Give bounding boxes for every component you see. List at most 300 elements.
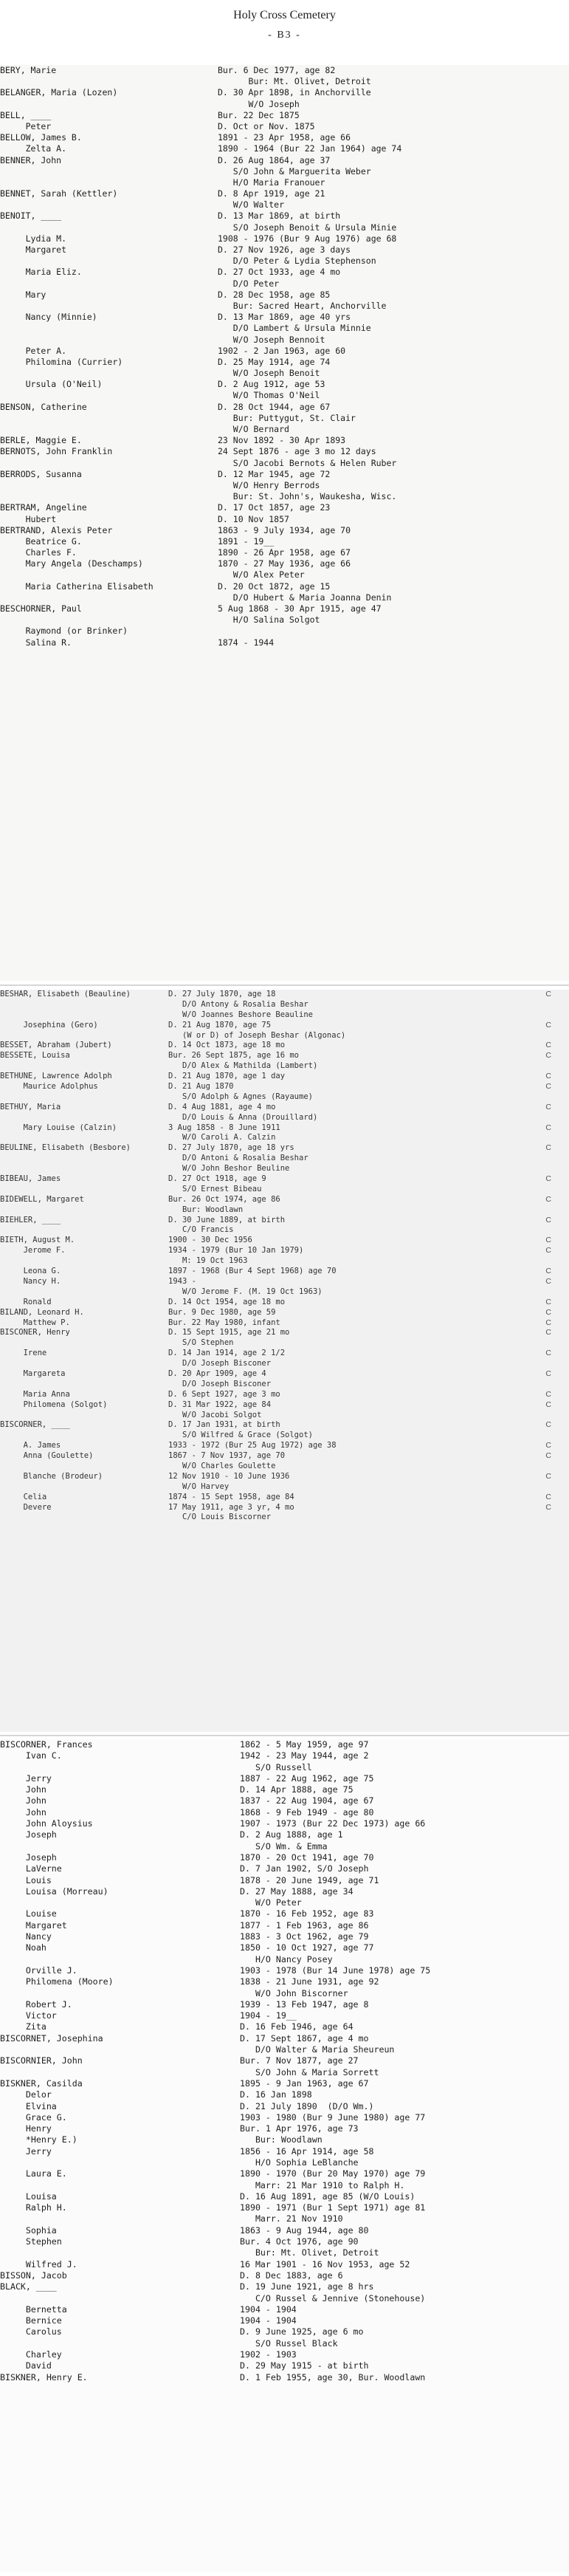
- burial-record: [0, 1143, 569, 1154]
- record-details: 16 Mar 1901 - 16 Nov 1953, age 52: [240, 2258, 410, 2270]
- record-details: 1883 - 3 Oct 1962, age 79: [240, 1931, 369, 1942]
- record-detail-line: [0, 2067, 569, 2078]
- record-details: D. 6 Sept 1927, age 3 mo: [168, 1389, 280, 1399]
- record-details: D. Oct or Nov. 1875: [218, 120, 315, 131]
- margin-mark: C: [545, 1194, 551, 1204]
- record-name: Irene: [0, 1349, 47, 1358]
- record-name: Bernice: [0, 2315, 62, 2326]
- record-detail-line: [0, 592, 569, 603]
- record-name: Joseph: [0, 1829, 57, 1840]
- record-name: Louisa: [0, 2190, 57, 2202]
- burial-record: [0, 1875, 569, 1886]
- burial-record: [0, 2089, 569, 2100]
- burial-record: [0, 1795, 569, 1806]
- record-details: M: 19 Oct 1963: [168, 1256, 248, 1266]
- record-details: S/O Russell: [240, 1761, 312, 1772]
- record-name: BIETH, August M.: [0, 1236, 75, 1245]
- record-name: BERY, Marie: [0, 65, 57, 75]
- burial-record: [0, 121, 569, 132]
- burial-record: [0, 1942, 569, 1953]
- record-details: S/O Wm. & Emma: [240, 1840, 328, 1852]
- record-details: W/O Walter: [218, 199, 285, 210]
- burial-record: [0, 312, 569, 323]
- record-details: 1863 - 9 Aug 1944, age 80: [240, 2224, 369, 2236]
- record-details: W/O Alex Peter: [218, 569, 305, 580]
- record-detail-line: [0, 1205, 569, 1216]
- record-details: 1878 - 20 June 1949, age 71: [240, 1874, 379, 1885]
- record-details: 1887 - 22 Aug 1962, age 75: [240, 1772, 374, 1784]
- record-details: 1838 - 21 June 1931, age 92: [240, 1976, 379, 1987]
- record-name: Raymond (or Brinker): [0, 626, 128, 637]
- record-name: Louise: [0, 1908, 57, 1919]
- record-detail-line: [0, 1380, 569, 1390]
- record-name: BISKNER, Casilda: [0, 2077, 83, 2089]
- record-name: Margaret: [0, 244, 67, 255]
- record-detail-line: [0, 390, 569, 401]
- record-details: W/O Joannes Beshore Beauline: [168, 1010, 313, 1019]
- record-name: Margareta: [0, 1368, 66, 1378]
- record-details: 1903 - 1980 (Bur 9 June 1980) age 77: [240, 2111, 426, 2123]
- record-details: D. 25 May 1914, age 74: [218, 356, 331, 367]
- record-name: Sophia: [0, 2224, 57, 2236]
- record-details: D. 21 Aug 1870, age 75: [168, 1020, 272, 1030]
- burial-record: [0, 1451, 569, 1462]
- record-details: 1870 - 16 Feb 1952, age 83: [240, 1908, 374, 1919]
- record-details: C/O Francis: [168, 1225, 234, 1235]
- record-details: 1942 - 23 May 1944, age 2: [240, 1750, 369, 1761]
- record-details: 1862 - 5 May 1959, age 97: [240, 1739, 369, 1750]
- record-details: Bur: Woodlawn: [240, 2134, 323, 2145]
- margin-mark: C: [545, 1400, 551, 1409]
- record-name: Wilfred J.: [0, 2258, 77, 2270]
- record-name: BESCHORNER, Paul: [0, 603, 82, 614]
- record-detail-line: [0, 2247, 569, 2258]
- record-detail-line: [0, 177, 569, 188]
- record-detail-line: [0, 1113, 569, 1123]
- margin-mark: C: [545, 1318, 551, 1327]
- record-details: D. 31 Mar 1922, age 84: [168, 1400, 272, 1409]
- burial-record: [0, 637, 569, 648]
- burial-record: [0, 1920, 569, 1931]
- record-details: D. 27 Oct 1933, age 4 mo: [218, 267, 341, 278]
- record-name: Victor: [0, 2010, 57, 2021]
- record-detail-line: [0, 1185, 569, 1195]
- margin-mark: C: [545, 1123, 551, 1132]
- record-name: A. James: [0, 1441, 61, 1450]
- record-detail-line: [0, 424, 569, 435]
- record-name: Mary: [0, 289, 46, 300]
- record-details: H/O Salina Solgot: [218, 614, 320, 626]
- record-details: D/O Joseph Bisconer: [168, 1379, 272, 1388]
- record-detail-line: [0, 1462, 569, 1472]
- burial-record: [0, 1739, 569, 1750]
- record-name: Leona G.: [0, 1267, 61, 1276]
- burial-record: [0, 2360, 569, 2371]
- record-details: Bur. 9 Dec 1980, age 59: [168, 1307, 276, 1317]
- record-details: 1939 - 13 Feb 1947, age 8: [240, 1998, 369, 2010]
- record-detail-line: [0, 1287, 569, 1298]
- record-details: D. 30 Apr 1898, in Anchorville: [218, 87, 371, 98]
- burial-record: [0, 2055, 569, 2066]
- record-detail-line: [0, 2157, 569, 2168]
- burial-record: [0, 435, 569, 446]
- margin-mark: C: [545, 1267, 551, 1276]
- burial-record: [0, 2315, 569, 2326]
- margin-mark: C: [545, 1020, 551, 1030]
- burial-record: [0, 1041, 569, 1051]
- burial-record: [0, 536, 569, 547]
- burial-record: [0, 581, 569, 592]
- burial-record: [0, 1021, 569, 1031]
- record-name: BENOIT, ____: [0, 210, 62, 222]
- record-name: *Henry E.): [0, 2134, 77, 2145]
- record-details: D. 27 Nov 1926, age 3 days: [218, 244, 351, 255]
- record-details: D. 30 June 1889, at birth: [168, 1215, 286, 1224]
- record-name: Bernetta: [0, 2303, 67, 2315]
- burial-record: [0, 2112, 569, 2123]
- record-details: H/O Nancy Posey: [240, 1953, 333, 1964]
- record-name: BISCORNET, Josephina: [0, 2032, 103, 2044]
- record-details: Bur. 1 Apr 1976, age 73: [240, 2123, 359, 2134]
- record-detail-line: [0, 278, 569, 290]
- record-details: 1890 - 1970 (Bur 20 May 1970) age 79: [240, 2168, 426, 2179]
- record-name: Carolus: [0, 2326, 62, 2337]
- record-details: D. 12 Mar 1945, age 72: [218, 468, 331, 479]
- burial-record: [0, 990, 569, 1000]
- record-details: D/O Antoni & Rosalia Beshar: [168, 1154, 308, 1163]
- record-detail-line: [0, 480, 569, 491]
- margin-mark: C: [545, 1215, 551, 1224]
- burial-record: [0, 2372, 569, 2383]
- record-details: 1943 -: [168, 1276, 201, 1286]
- burial-record: [0, 1246, 569, 1256]
- margin-mark: C: [545, 1246, 551, 1256]
- record-name: John: [0, 1795, 46, 1806]
- burial-record: [0, 2259, 569, 2270]
- record-details: Bur. 26 Sept 1875, age 16 mo: [168, 1051, 300, 1061]
- record-details: D. 29 May 1915 - at birth: [240, 2360, 369, 2371]
- record-details: 1870 - 27 May 1936, age 66: [218, 558, 351, 569]
- record-name: Jerry: [0, 1772, 52, 1784]
- burial-record: [0, 402, 569, 413]
- record-details: S/O Ernest Bibeau: [168, 1184, 262, 1193]
- record-name: Ivan C.: [0, 1750, 62, 1761]
- record-details: D. 27 Oct 1918, age 9: [168, 1174, 266, 1184]
- margin-mark: C: [545, 1389, 551, 1399]
- record-details: D. 9 June 1925, age 6 mo: [240, 2326, 364, 2337]
- record-details: 12 Nov 1910 - 10 June 1936: [168, 1471, 290, 1481]
- record-detail-line: [0, 1897, 569, 1908]
- burial-record: [0, 2236, 569, 2247]
- burial-record: [0, 1420, 569, 1431]
- record-details: W/O Thomas O'Neil: [218, 390, 320, 401]
- record-details: D. 2 Aug 1912, age 53: [218, 379, 325, 390]
- record-details: D. 14 Oct 1954, age 18 mo: [168, 1297, 286, 1306]
- record-detail-line: [0, 1010, 569, 1021]
- record-name: BESSET, Abraham (Jubert): [0, 1041, 112, 1050]
- burial-record: [0, 379, 569, 390]
- record-name: Maria Eliz.: [0, 267, 82, 278]
- record-name: Josephina (Gero): [0, 1020, 98, 1030]
- record-details: 1902 - 1903: [240, 2349, 297, 2360]
- record-details: D. 4 Aug 1881, age 4 mo: [168, 1102, 276, 1111]
- record-details: D/O Joseph Bisconer: [168, 1359, 272, 1368]
- record-details: 1856 - 16 Apr 1914, age 58: [240, 2145, 374, 2157]
- margin-mark: C: [545, 1276, 551, 1286]
- record-details: D. 16 Aug 1891, age 85 (W/O Louis): [240, 2190, 415, 2202]
- record-details: D. 21 Aug 1870: [168, 1082, 234, 1092]
- record-name: John: [0, 1806, 46, 1818]
- burial-record: [0, 1750, 569, 1761]
- burial-record: [0, 502, 569, 513]
- burial-record: [0, 357, 569, 368]
- record-name: John: [0, 1784, 46, 1795]
- record-details: D/O Antony & Rosalia Beshar: [168, 999, 308, 1009]
- record-name: Nancy H.: [0, 1276, 61, 1286]
- record-detail-line: [0, 1513, 569, 1523]
- record-details: D/O Lambert & Ursula Minnie: [218, 323, 371, 334]
- margin-mark: C: [545, 1082, 551, 1092]
- record-name: BISCONER, Henry: [0, 1328, 70, 1337]
- record-detail-line: [0, 569, 569, 580]
- record-details: D/O Peter & Lydia Stephenson: [218, 256, 376, 267]
- record-details: W/O Charles Goulette: [168, 1461, 276, 1470]
- record-detail-line: [0, 1154, 569, 1164]
- record-details: 1890 - 1971 (Bur 1 Sept 1971) age 81: [240, 2202, 426, 2213]
- record-name: BIBEAU, James: [0, 1174, 61, 1184]
- record-details: D. 27 July 1870, age 18: [168, 990, 276, 998]
- burial-record: [0, 1965, 569, 1976]
- record-name: Ralph H.: [0, 2202, 67, 2213]
- margin-mark: C: [545, 1297, 551, 1306]
- record-section-3: [0, 1739, 569, 2572]
- burial-record: [0, 1123, 569, 1134]
- burial-record: [0, 558, 569, 569]
- record-details: (W or D) of Joseph Beshar (Algonac): [168, 1030, 346, 1040]
- record-detail-line: [0, 413, 569, 424]
- margin-mark: C: [545, 1328, 551, 1337]
- record-name: BISSON, Jacob: [0, 2270, 67, 2281]
- record-name: Stephen: [0, 2236, 62, 2247]
- record-name: Zelta A.: [0, 143, 67, 154]
- record-details: D. 8 Dec 1883, age 6: [240, 2270, 343, 2281]
- record-details: 1933 - 1972 (Bur 25 Aug 1972) age 38: [168, 1441, 337, 1450]
- burial-record: [0, 188, 569, 199]
- record-details: W/O John Beshor Beuline: [168, 1164, 290, 1174]
- record-details: 1895 - 9 Jan 1963, age 67: [240, 2077, 369, 2089]
- record-details: 3 Aug 1858 - 8 June 1911: [168, 1123, 280, 1132]
- burial-record: [0, 1976, 569, 1987]
- record-name: Elvina: [0, 2100, 57, 2111]
- record-detail-line: [0, 1411, 569, 1421]
- record-details: 1891 - 23 Apr 1958, age 66: [218, 132, 351, 143]
- record-name: Louis: [0, 1874, 52, 1885]
- burial-record: [0, 547, 569, 558]
- record-name: Charles F.: [0, 547, 77, 558]
- record-details: Bur. 4 Oct 1976, age 90: [240, 2236, 359, 2247]
- record-name: BIDEWELL, Margaret: [0, 1194, 84, 1204]
- record-details: 1837 - 22 Aug 1904, age 67: [240, 1795, 374, 1806]
- record-details: Bur: Puttygut, St. Clair: [218, 412, 356, 423]
- burial-record: [0, 2033, 569, 2044]
- record-name: Louisa (Morreau): [0, 1885, 108, 1897]
- margin-mark: C: [545, 1143, 551, 1153]
- record-detail-line: [0, 491, 569, 502]
- record-detail-line: [0, 1954, 569, 1965]
- record-detail-line: [0, 1762, 569, 1773]
- burial-record: [0, 1829, 569, 1840]
- record-details: 1907 - 1973 (Bur 22 Dec 1973) age 66: [240, 1818, 426, 1829]
- record-details: D. 26 Aug 1864, age 37: [218, 154, 331, 165]
- burial-record: [0, 1441, 569, 1451]
- burial-record: [0, 1174, 569, 1185]
- record-name: Laura E.: [0, 2168, 67, 2179]
- burial-record: [0, 155, 569, 166]
- record-details: D. 17 Jan 1931, at birth: [168, 1420, 280, 1430]
- burial-record: [0, 2101, 569, 2112]
- burial-record: [0, 446, 569, 457]
- record-name: BLACK, ____: [0, 2281, 57, 2292]
- record-detail-line: [0, 301, 569, 312]
- record-name: Joseph: [0, 1852, 57, 1863]
- record-details: D. 27 July 1870, age 18 yrs: [168, 1143, 294, 1153]
- record-detail-line: [0, 2044, 569, 2055]
- burial-record: [0, 1863, 569, 1874]
- record-name: BELL, ____: [0, 109, 52, 120]
- margin-mark: C: [545, 1236, 551, 1245]
- margin-mark: C: [545, 1174, 551, 1184]
- record-name: BISCORNER, Frances: [0, 1739, 93, 1750]
- record-details: 1908 - 1976 (Bur 9 Aug 1976) age 68: [218, 233, 397, 244]
- burial-record: [0, 1807, 569, 1818]
- burial-record: [0, 2021, 569, 2032]
- burial-record: [0, 290, 569, 301]
- record-name: Jerry: [0, 2145, 52, 2157]
- burial-record: [0, 2168, 569, 2179]
- margin-mark: C: [545, 1041, 551, 1050]
- burial-record: [0, 2134, 569, 2145]
- record-details: Bur. 6 Dec 1977, age 82: [218, 65, 336, 75]
- record-details: D. 20 Oct 1872, age 15: [218, 580, 331, 592]
- record-name: Matthew P.: [0, 1318, 70, 1327]
- record-detail-line: [0, 1256, 569, 1267]
- record-details: 1891 - 19__: [218, 535, 275, 547]
- record-details: W/O Harvey: [168, 1481, 230, 1491]
- burial-record: [0, 1277, 569, 1287]
- margin-mark: C: [545, 1441, 551, 1450]
- record-details: 23 Nov 1892 - 30 Apr 1893: [218, 435, 346, 446]
- record-detail-line: [0, 1431, 569, 1441]
- record-detail-line: [0, 1061, 569, 1072]
- record-details: Bur: Sacred Heart, Anchorville: [218, 300, 387, 311]
- record-name: Blanche (Brodeur): [0, 1471, 103, 1481]
- record-details: D/O Alex & Mathilda (Lambert): [168, 1061, 318, 1071]
- record-details: W/O Jerome F. (M. 19 Oct 1963): [168, 1287, 323, 1296]
- record-details: W/O Joseph Bennoit: [218, 334, 325, 345]
- burial-record: [0, 1493, 569, 1503]
- record-details: W/O Caroli A. Calzin: [168, 1133, 276, 1143]
- record-details: S/O Wilfred & Grace (Solgot): [168, 1431, 313, 1440]
- record-details: D/O Walter & Maria Sheureun: [240, 2044, 395, 2055]
- record-name: Beatrice G.: [0, 535, 82, 547]
- record-detail-line: [0, 1988, 569, 1999]
- burial-record: [0, 514, 569, 525]
- record-details: W/O Joseph: [218, 98, 300, 109]
- record-details: C/O Russel & Jennive (Stonehouse): [240, 2292, 426, 2303]
- page-number: - B3 -: [268, 30, 301, 41]
- burial-record: [0, 2202, 569, 2213]
- record-name: BIEHLER, ____: [0, 1215, 61, 1224]
- record-details: D. 1 Feb 1955, age 30, Bur. Woodlawn: [240, 2371, 426, 2383]
- record-details: D. 16 Jan 1898: [240, 2089, 312, 2100]
- record-details: D. 27 May 1888, age 34: [240, 1885, 354, 1897]
- record-detail-line: [0, 2213, 569, 2224]
- record-details: 1902 - 2 Jan 1963, age 60: [218, 345, 346, 356]
- record-detail-line: [0, 76, 569, 87]
- burial-record: [0, 1931, 569, 1942]
- record-details: Bur. 7 Nov 1877, age 27: [240, 2055, 359, 2066]
- margin-mark: C: [545, 1102, 551, 1111]
- burial-record: [0, 1369, 569, 1380]
- burial-record: [0, 2270, 569, 2281]
- record-name: John Aloysius: [0, 1818, 93, 1829]
- burial-record: [0, 1400, 569, 1411]
- burial-record: [0, 1472, 569, 1482]
- record-detail-line: [0, 222, 569, 233]
- record-details: D. 20 Apr 1909, age 4: [168, 1368, 266, 1378]
- record-details: 1874 - 15 Sept 1958, age 84: [168, 1492, 294, 1501]
- burial-record: [0, 1328, 569, 1338]
- record-detail-line: [0, 2180, 569, 2191]
- burial-record: [0, 1349, 569, 1359]
- burial-record: [0, 1318, 569, 1329]
- record-name: Salina R.: [0, 637, 72, 648]
- record-name: Zita: [0, 2021, 46, 2032]
- record-detail-line: [0, 1841, 569, 1852]
- record-name: Lydia M.: [0, 233, 67, 244]
- record-detail-line: [0, 256, 569, 267]
- record-details: 17 May 1911, age 3 yr, 4 mo: [168, 1502, 294, 1512]
- record-name: Orville J.: [0, 1964, 77, 1976]
- record-details: D/O Peter: [218, 278, 280, 289]
- record-details: D. 2 Aug 1888, age 1: [240, 1829, 343, 1840]
- record-name: BILAND, Leonard H.: [0, 1307, 84, 1317]
- record-details: D/O Louis & Anna (Drouillard): [168, 1112, 318, 1122]
- record-name: Nancy (Minnie): [0, 312, 97, 323]
- record-detail-line: [0, 335, 569, 346]
- record-name: Henry: [0, 2123, 52, 2134]
- record-details: 1904 - 19__: [240, 2010, 297, 2021]
- record-name: Margaret: [0, 1919, 67, 1931]
- record-details: W/O John Biscorner: [240, 1987, 348, 1998]
- burial-record: [0, 2078, 569, 2089]
- record-details: Bur: Mt. Olivet, Detroit: [240, 2247, 379, 2258]
- record-name: BERRODS, Susanna: [0, 468, 82, 479]
- record-details: W/O Peter: [240, 1897, 302, 1908]
- record-detail-line: [0, 2293, 569, 2304]
- record-details: C/O Louis Biscorner: [168, 1513, 272, 1522]
- record-details: Bur: St. John's, Waukesha, Wisc.: [218, 491, 397, 502]
- burial-record: [0, 2349, 569, 2360]
- record-section-2: [0, 990, 569, 1732]
- record-name: BETHUY, Maria: [0, 1102, 61, 1111]
- record-name: BERTRAND, Alexis Peter: [0, 524, 113, 535]
- record-details: D. 19 June 1921, age 8 hrs: [240, 2281, 374, 2292]
- record-name: Maria Catherina Elisabeth: [0, 580, 154, 592]
- record-name: Peter A.: [0, 345, 67, 356]
- record-detail-line: [0, 368, 569, 379]
- burial-record: [0, 267, 569, 278]
